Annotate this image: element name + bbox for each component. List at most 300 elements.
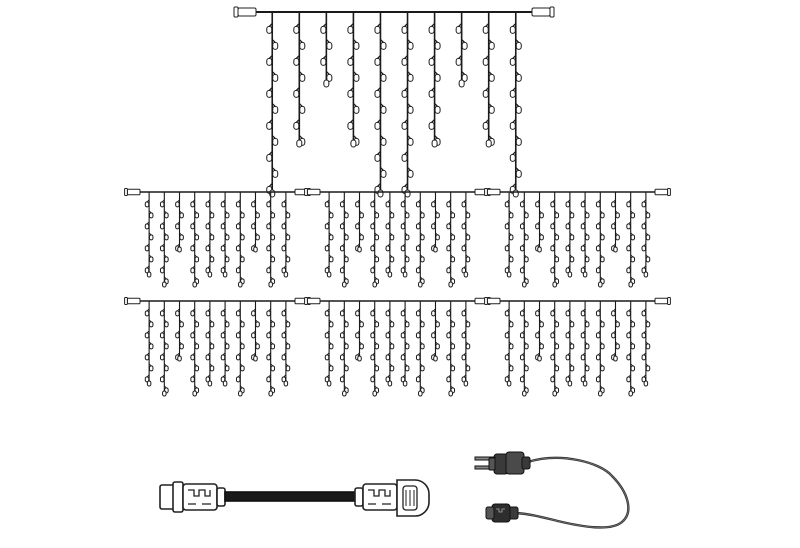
led-bulb-icon xyxy=(525,235,529,240)
led-bulb-icon xyxy=(405,235,409,240)
led-bulb-icon xyxy=(340,377,344,382)
led-bulb-icon xyxy=(273,106,278,113)
led-bulb-icon xyxy=(221,202,225,207)
led-bulb-icon xyxy=(466,257,470,262)
led-bulb-icon xyxy=(208,381,212,386)
led-bulb-icon xyxy=(267,90,272,97)
led-bulb-icon xyxy=(269,391,273,396)
led-bulb-icon xyxy=(466,322,470,327)
led-bulb-icon xyxy=(401,333,405,338)
led-bulb-icon xyxy=(236,377,240,382)
led-bulb-icon xyxy=(555,366,559,371)
led-bulb-icon xyxy=(464,381,468,386)
icicle-strand xyxy=(520,301,528,396)
led-bulb-icon xyxy=(254,247,257,252)
led-bulb-icon xyxy=(390,366,394,371)
led-bulb-icon xyxy=(195,235,199,240)
led-bulb-icon xyxy=(165,344,169,349)
led-bulb-icon xyxy=(147,272,151,277)
led-bulb-icon xyxy=(408,74,413,81)
led-bulb-icon xyxy=(191,202,195,207)
icicle-strand xyxy=(456,12,467,87)
extension-curtain xyxy=(125,298,311,397)
led-bulb-icon xyxy=(551,268,555,273)
led-bulb-icon xyxy=(386,311,390,316)
led-bulb-icon xyxy=(436,322,440,327)
icicle-strand xyxy=(551,192,559,287)
led-bulb-icon xyxy=(401,224,405,229)
led-bulb-icon xyxy=(195,344,199,349)
led-bulb-icon xyxy=(321,26,326,33)
icicle-strand xyxy=(340,301,348,396)
led-bulb-icon xyxy=(599,391,603,396)
led-bulb-icon xyxy=(325,355,329,360)
led-bulb-icon xyxy=(644,272,648,277)
led-bulb-icon xyxy=(462,224,466,229)
icicle-strand xyxy=(612,192,620,252)
led-bulb-icon xyxy=(267,246,271,251)
led-bulb-icon xyxy=(583,381,587,386)
led-bulb-icon xyxy=(551,202,555,207)
led-bulb-icon xyxy=(416,333,420,338)
led-bulb-icon xyxy=(267,333,271,338)
led-bulb-icon xyxy=(416,377,420,382)
led-bulb-icon xyxy=(416,246,420,251)
led-bulb-icon xyxy=(435,74,440,81)
led-bulb-icon xyxy=(375,235,379,240)
icicle-strand xyxy=(401,192,409,277)
icicle-strand xyxy=(160,301,168,396)
led-bulb-icon xyxy=(555,235,559,240)
led-bulb-icon xyxy=(191,224,195,229)
led-bulb-icon xyxy=(462,202,466,207)
led-bulb-icon xyxy=(421,322,425,327)
led-bulb-icon xyxy=(254,356,257,361)
led-bulb-icon xyxy=(145,311,149,316)
icicle-strand xyxy=(566,192,574,277)
icicle-strand xyxy=(371,301,379,396)
led-bulb-icon xyxy=(540,213,544,218)
led-bulb-icon xyxy=(271,366,275,371)
led-bulb-icon xyxy=(371,246,375,251)
led-bulb-icon xyxy=(601,235,605,240)
led-bulb-icon xyxy=(447,333,451,338)
led-bulb-icon xyxy=(149,322,153,327)
led-bulb-icon xyxy=(408,138,413,145)
led-bulb-icon xyxy=(210,366,214,371)
led-bulb-icon xyxy=(252,311,256,316)
led-bulb-icon xyxy=(568,381,572,386)
led-bulb-icon xyxy=(210,257,214,262)
led-bulb-icon xyxy=(538,356,542,361)
led-bulb-icon xyxy=(585,257,589,262)
led-bulb-icon xyxy=(375,26,380,33)
led-bulb-icon xyxy=(340,311,344,316)
led-bulb-icon xyxy=(566,311,570,316)
led-bulb-icon xyxy=(206,202,210,207)
led-bulb-icon xyxy=(221,246,225,251)
icicle-strand xyxy=(447,301,455,396)
led-bulb-icon xyxy=(239,391,243,396)
led-bulb-icon xyxy=(456,26,461,33)
led-bulb-icon xyxy=(206,355,210,360)
led-bulb-icon xyxy=(585,344,589,349)
led-bulb-icon xyxy=(345,366,349,371)
extension-curtain xyxy=(485,189,671,288)
led-bulb-icon xyxy=(570,235,574,240)
led-bulb-icon xyxy=(419,391,423,396)
connector-icon xyxy=(125,189,140,196)
led-bulb-icon xyxy=(286,344,290,349)
led-bulb-icon xyxy=(390,235,394,240)
led-bulb-icon xyxy=(551,333,555,338)
led-bulb-icon xyxy=(256,322,260,327)
led-bulb-icon xyxy=(585,322,589,327)
led-bulb-icon xyxy=(371,224,375,229)
led-bulb-icon xyxy=(160,246,164,251)
led-bulb-icon xyxy=(585,213,589,218)
led-bulb-icon xyxy=(147,381,151,386)
led-bulb-icon xyxy=(225,366,229,371)
led-bulb-icon xyxy=(451,257,455,262)
led-bulb-icon xyxy=(435,106,440,113)
icicle-strand xyxy=(340,192,348,287)
led-bulb-icon xyxy=(429,122,434,129)
led-bulb-icon xyxy=(629,282,633,287)
led-bulb-icon xyxy=(436,235,440,240)
led-bulb-icon xyxy=(195,322,199,327)
led-bulb-icon xyxy=(510,154,515,161)
led-bulb-icon xyxy=(386,202,390,207)
led-bulb-icon xyxy=(408,106,413,113)
led-bulb-icon xyxy=(596,202,600,207)
led-bulb-icon xyxy=(145,333,149,338)
led-bulb-icon xyxy=(176,311,180,316)
led-bulb-icon xyxy=(356,333,360,338)
extension-curtain xyxy=(485,298,671,397)
led-bulb-icon xyxy=(462,246,466,251)
led-bulb-icon xyxy=(193,391,197,396)
led-bulb-icon xyxy=(236,311,240,316)
led-bulb-icon xyxy=(510,122,515,129)
led-bulb-icon xyxy=(282,355,286,360)
led-bulb-icon xyxy=(236,268,240,273)
led-bulb-icon xyxy=(429,90,434,97)
connector-icon xyxy=(485,298,500,305)
icicle-strand xyxy=(176,192,184,252)
led-bulb-icon xyxy=(612,202,616,207)
led-bulb-icon xyxy=(210,344,214,349)
led-bulb-icon xyxy=(329,235,333,240)
led-bulb-icon xyxy=(627,377,631,382)
led-bulb-icon xyxy=(642,202,646,207)
icicle-strand xyxy=(191,192,199,287)
led-bulb-icon xyxy=(371,377,375,382)
led-bulb-icon xyxy=(348,26,353,33)
led-bulb-icon xyxy=(191,377,195,382)
icicle-strand xyxy=(191,301,199,396)
led-bulb-icon xyxy=(256,344,260,349)
led-bulb-icon xyxy=(286,322,290,327)
icicle-strand xyxy=(642,192,650,277)
led-bulb-icon xyxy=(525,344,529,349)
led-bulb-icon xyxy=(416,311,420,316)
led-bulb-icon xyxy=(191,333,195,338)
led-bulb-icon xyxy=(566,202,570,207)
led-bulb-icon xyxy=(241,322,245,327)
led-bulb-icon xyxy=(191,246,195,251)
led-bulb-icon xyxy=(327,381,331,386)
led-bulb-icon xyxy=(145,246,149,251)
led-bulb-icon xyxy=(505,246,509,251)
led-bulb-icon xyxy=(489,74,494,81)
led-bulb-icon xyxy=(163,282,167,287)
led-bulb-icon xyxy=(223,381,227,386)
led-bulb-icon xyxy=(375,322,379,327)
led-bulb-icon xyxy=(165,213,169,218)
led-bulb-icon xyxy=(509,366,513,371)
led-bulb-icon xyxy=(449,282,453,287)
icicle-strand xyxy=(267,301,275,396)
led-bulb-icon xyxy=(516,170,521,177)
led-bulb-icon xyxy=(516,74,521,81)
led-bulb-icon xyxy=(241,257,245,262)
connector-icon xyxy=(485,189,500,196)
led-bulb-icon xyxy=(267,154,272,161)
led-bulb-icon xyxy=(614,356,618,361)
led-bulb-icon xyxy=(208,272,212,277)
led-bulb-icon xyxy=(402,122,407,129)
led-bulb-icon xyxy=(509,344,513,349)
led-bulb-icon xyxy=(210,213,214,218)
led-bulb-icon xyxy=(540,344,544,349)
led-bulb-icon xyxy=(627,355,631,360)
led-bulb-icon xyxy=(381,138,386,145)
led-bulb-icon xyxy=(325,224,329,229)
extension-cable-icon xyxy=(160,480,429,516)
icicle-strand xyxy=(596,192,604,287)
led-bulb-icon xyxy=(408,170,413,177)
led-bulb-icon xyxy=(371,355,375,360)
led-bulb-icon xyxy=(381,42,386,49)
led-bulb-icon xyxy=(241,235,245,240)
led-bulb-icon xyxy=(520,377,524,382)
led-bulb-icon xyxy=(381,106,386,113)
led-bulb-icon xyxy=(149,366,153,371)
icicle-strand xyxy=(462,192,470,277)
led-bulb-icon xyxy=(386,246,390,251)
led-bulb-icon xyxy=(419,282,423,287)
led-bulb-icon xyxy=(375,344,379,349)
connector-icon xyxy=(125,298,140,305)
led-bulb-icon xyxy=(178,247,182,252)
led-bulb-icon xyxy=(239,282,243,287)
led-bulb-icon xyxy=(273,138,278,145)
led-bulb-icon xyxy=(585,235,589,240)
led-bulb-icon xyxy=(165,322,169,327)
led-bulb-icon xyxy=(421,213,425,218)
led-bulb-icon xyxy=(566,246,570,251)
led-bulb-icon xyxy=(371,202,375,207)
icicle-strand xyxy=(520,192,528,287)
icicle-strand xyxy=(386,301,394,386)
led-bulb-icon xyxy=(447,355,451,360)
extension-curtain xyxy=(305,298,491,397)
icicle-strand xyxy=(356,301,364,361)
led-bulb-icon xyxy=(523,282,527,287)
icicle-strand xyxy=(145,301,153,386)
led-bulb-icon xyxy=(540,322,544,327)
icicle-strand xyxy=(282,301,290,386)
icicle-strand xyxy=(429,12,440,147)
led-bulb-icon xyxy=(570,344,574,349)
connector-icon xyxy=(655,298,670,305)
led-bulb-icon xyxy=(642,224,646,229)
led-bulb-icon xyxy=(462,333,466,338)
led-bulb-icon xyxy=(206,246,210,251)
led-bulb-icon xyxy=(300,42,305,49)
led-bulb-icon xyxy=(360,344,364,349)
led-bulb-icon xyxy=(282,224,286,229)
led-bulb-icon xyxy=(165,257,169,262)
led-bulb-icon xyxy=(273,42,278,49)
led-bulb-icon xyxy=(267,202,271,207)
led-bulb-icon xyxy=(271,213,275,218)
led-bulb-icon xyxy=(273,74,278,81)
led-bulb-icon xyxy=(145,224,149,229)
led-bulb-icon xyxy=(642,333,646,338)
led-bulb-icon xyxy=(267,122,272,129)
led-bulb-icon xyxy=(324,80,329,87)
led-bulb-icon xyxy=(525,366,529,371)
led-bulb-icon xyxy=(451,235,455,240)
led-bulb-icon xyxy=(149,213,153,218)
led-bulb-icon xyxy=(432,224,436,229)
led-bulb-icon xyxy=(225,213,229,218)
icicle-strand xyxy=(642,301,650,386)
led-bulb-icon xyxy=(286,213,290,218)
led-bulb-icon xyxy=(269,282,273,287)
led-bulb-icon xyxy=(282,246,286,251)
led-bulb-icon xyxy=(282,333,286,338)
led-bulb-icon xyxy=(206,224,210,229)
connector-icon xyxy=(305,298,320,305)
icicle-strand xyxy=(221,301,229,386)
led-bulb-icon xyxy=(483,26,488,33)
led-bulb-icon xyxy=(601,344,605,349)
led-bulb-icon xyxy=(354,42,359,49)
led-bulb-icon xyxy=(375,154,380,161)
led-bulb-icon xyxy=(520,333,524,338)
led-bulb-icon xyxy=(284,381,288,386)
led-bulb-icon xyxy=(178,356,182,361)
led-bulb-icon xyxy=(176,224,180,229)
led-bulb-icon xyxy=(616,344,620,349)
led-bulb-icon xyxy=(520,224,524,229)
main-curtain xyxy=(234,7,554,197)
led-bulb-icon xyxy=(176,202,180,207)
led-bulb-icon xyxy=(371,311,375,316)
led-bulb-icon xyxy=(225,344,229,349)
led-bulb-icon xyxy=(294,26,299,33)
led-bulb-icon xyxy=(629,391,633,396)
led-bulb-icon xyxy=(581,224,585,229)
led-bulb-icon xyxy=(267,355,271,360)
led-bulb-icon xyxy=(432,140,437,147)
led-bulb-icon xyxy=(599,282,603,287)
icicle-strand xyxy=(371,192,379,287)
led-bulb-icon xyxy=(631,257,635,262)
led-bulb-icon xyxy=(505,311,509,316)
led-bulb-icon xyxy=(354,74,359,81)
led-bulb-icon xyxy=(509,235,513,240)
led-bulb-icon xyxy=(520,202,524,207)
icicle-strand xyxy=(356,192,364,252)
led-bulb-icon xyxy=(483,90,488,97)
icicle-strand xyxy=(462,301,470,386)
icicle-strand xyxy=(252,192,260,252)
icicle-strand xyxy=(236,301,244,396)
led-bulb-icon xyxy=(221,333,225,338)
led-bulb-icon xyxy=(390,322,394,327)
icicle-strand xyxy=(294,12,305,147)
led-bulb-icon xyxy=(520,311,524,316)
led-bulb-icon xyxy=(489,42,494,49)
led-bulb-icon xyxy=(489,106,494,113)
led-bulb-icon xyxy=(505,355,509,360)
led-bulb-icon xyxy=(581,246,585,251)
led-bulb-icon xyxy=(601,322,605,327)
led-bulb-icon xyxy=(486,140,491,147)
led-bulb-icon xyxy=(555,257,559,262)
icicle-strand xyxy=(551,301,559,396)
led-bulb-icon xyxy=(456,58,461,65)
led-bulb-icon xyxy=(416,202,420,207)
icicle-strand xyxy=(267,192,275,287)
led-bulb-icon xyxy=(555,322,559,327)
led-bulb-icon xyxy=(210,322,214,327)
led-bulb-icon xyxy=(429,58,434,65)
led-bulb-icon xyxy=(241,366,245,371)
led-bulb-icon xyxy=(405,344,409,349)
led-bulb-icon xyxy=(416,355,420,360)
extension-curtain xyxy=(305,189,491,288)
led-bulb-icon xyxy=(300,106,305,113)
led-bulb-icon xyxy=(386,224,390,229)
led-bulb-icon xyxy=(520,268,524,273)
led-bulb-icon xyxy=(360,235,364,240)
led-bulb-icon xyxy=(466,366,470,371)
led-bulb-icon xyxy=(570,322,574,327)
led-bulb-icon xyxy=(221,311,225,316)
led-bulb-icon xyxy=(165,235,169,240)
led-bulb-icon xyxy=(585,366,589,371)
led-bulb-icon xyxy=(329,366,333,371)
led-bulb-icon xyxy=(581,311,585,316)
icicle-strand xyxy=(282,192,290,277)
led-bulb-icon xyxy=(555,213,559,218)
led-bulb-icon xyxy=(644,381,648,386)
led-bulb-icon xyxy=(436,213,440,218)
led-bulb-icon xyxy=(631,322,635,327)
led-bulb-icon xyxy=(451,213,455,218)
led-bulb-icon xyxy=(466,213,470,218)
left-connector-icon xyxy=(234,7,256,17)
led-bulb-icon xyxy=(340,355,344,360)
icicle-strand xyxy=(596,301,604,396)
icicle-strand xyxy=(386,192,394,277)
led-bulb-icon xyxy=(421,257,425,262)
